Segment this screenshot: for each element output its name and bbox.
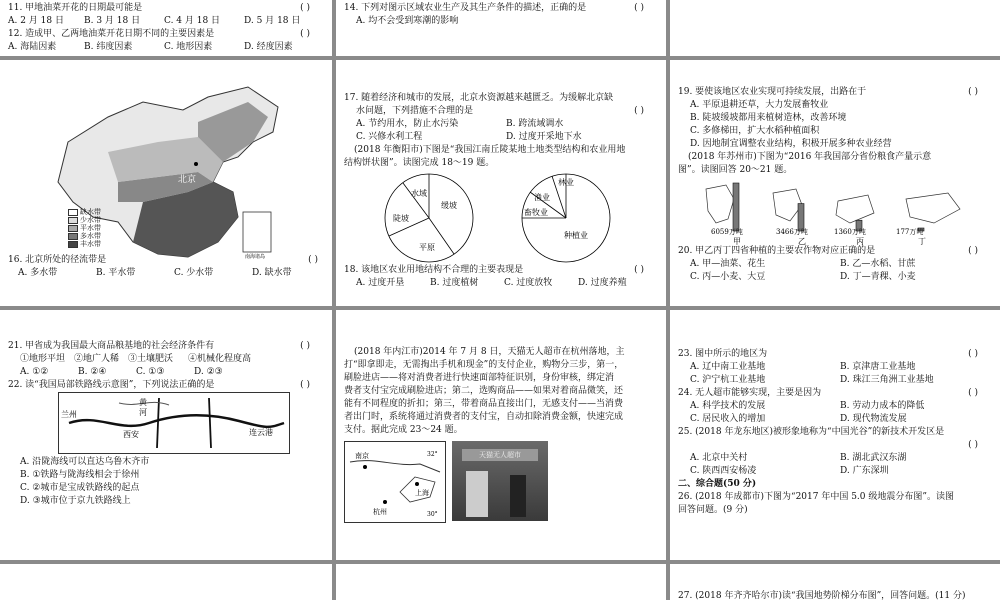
question-26-cont: 回答问题。(9 分) xyxy=(678,505,748,515)
option-a: A. 2 月 18 日 xyxy=(8,16,64,26)
option-c: C. ②城市是宝成铁路线的起点 xyxy=(20,483,140,493)
option-a: A. ①② xyxy=(20,367,49,377)
item-1: ①地形平坦 xyxy=(20,354,66,364)
grain-output-chart xyxy=(678,179,978,245)
question-24: 24. 无人超市能够实现，主要是因为 xyxy=(678,388,822,398)
option-c: C. 4 月 18 日 xyxy=(164,16,221,26)
option-b: B. 京津唐工业基地 xyxy=(840,362,916,372)
option-c: C. 陕西西安杨凌 xyxy=(690,466,757,476)
page-panel-11 xyxy=(336,564,666,600)
item-2: ②地广人稀 xyxy=(74,354,120,364)
option-a: A. 均不会受到寒潮的影响 xyxy=(356,16,459,26)
answer-paren: ( ) xyxy=(968,349,978,359)
bar-category-label: 丁 xyxy=(918,237,926,245)
option-b: B. 纬度因素 xyxy=(84,42,133,52)
intro-text: 结构饼状图”。读图完成 18～19 题。 xyxy=(344,158,495,168)
bar-value-label: 6059万吨 xyxy=(711,228,743,236)
answer-paren: ( ) xyxy=(968,440,978,450)
page-panel-9 xyxy=(670,310,1000,560)
option-a: A. 北京中关村 xyxy=(690,453,748,463)
question-22: 22. 读“我国局部铁路线示意图”，下列说法正确的是 xyxy=(8,380,215,390)
q21-items xyxy=(8,353,324,366)
answer-paren: ( ) xyxy=(300,3,310,13)
map-legend xyxy=(68,208,101,248)
intro-text: (2018 年衡阳市)下图是“我国江南丘陵某地土地类型结构和农业用地 xyxy=(354,145,626,155)
q17-options-2 xyxy=(344,131,658,144)
question-18: 18. 该地区农业用地结构不合理的主要表现是 xyxy=(344,265,524,275)
bar-category-label: 丙 xyxy=(856,237,864,245)
question-20: 20. 甲乙丙丁四省种植的主要农作物对应正确的是 xyxy=(678,246,876,256)
passage-line: 者出门时，系统将通过消费者的支付宝，自动扣除消费金额，快速完成 xyxy=(344,412,624,422)
option-a: A. 过度开垦 xyxy=(356,278,405,288)
q17-options-1 xyxy=(344,118,658,131)
legend-item: 缺水带 xyxy=(80,208,101,216)
store-photo xyxy=(452,441,548,521)
legend-item: 平水带 xyxy=(80,224,101,232)
q16-options xyxy=(8,267,332,280)
option-b: B. 乙—水稻、甘蔗 xyxy=(840,259,916,269)
bar-value-label: 1360万吨 xyxy=(834,228,866,236)
question-11: 11. 甲地油菜开花的日期最可能是 xyxy=(8,3,143,13)
answer-paren: ( ) xyxy=(308,255,318,265)
pie1-label-gentle: 缓坡 xyxy=(441,201,457,210)
bar-0 xyxy=(733,183,739,231)
q21-options xyxy=(8,366,324,379)
q23-options-2 xyxy=(678,374,992,387)
pie2-label-crops: 种植业 xyxy=(564,231,588,240)
question-14: 14. 下列对图示区域农业生产及其生产条件的描述，正确的是 xyxy=(344,3,587,13)
q20-options-2 xyxy=(678,271,992,284)
option-d: D. 因地制宜调整农业结构，积极开展多种农业经营 xyxy=(690,139,892,149)
bar-1 xyxy=(798,204,804,231)
q23-options-1 xyxy=(678,361,992,374)
option-b: B. 跨流域调水 xyxy=(506,119,564,129)
page-panel-3 xyxy=(670,0,1000,56)
option-b: B. ①铁路与陇海线相会于徐州 xyxy=(20,470,140,480)
question-23: 23. 图中所示的地区为 xyxy=(678,349,768,359)
bar-value-label: 177万吨 xyxy=(896,228,924,236)
option-b: B. ②④ xyxy=(78,367,107,377)
bar-value-label: 3466万吨 xyxy=(776,228,808,236)
option-b: B. 3 月 18 日 xyxy=(84,16,141,26)
map-label-lat32: 32° xyxy=(427,451,438,458)
passage-line: 支付。据此完成 23～24 题。 xyxy=(344,425,463,435)
answer-paren: ( ) xyxy=(300,341,310,351)
passage-line: (2018 年内江市)2014 年 7 月 8 日，天猫无人超市在杭州落地，主 xyxy=(354,347,625,357)
pie2-label-livestock: 畜牧业 xyxy=(524,208,548,217)
q25-options-2 xyxy=(678,465,992,478)
question-19: 19. 要使该地区农业实现可持续发展，出路在于 xyxy=(678,87,867,97)
option-d: D. 过度养殖 xyxy=(578,278,627,288)
question-17: 17. 随着经济和城市的发展，北京水资源越来越匮乏。为缓解北京缺 xyxy=(344,93,614,103)
intro-text: (2018 年苏州市)下图为“2016 年我国部分省份粮食产量示意 xyxy=(688,152,932,162)
option-a: A. 沿陇海线可以直达乌鲁木齐市 xyxy=(20,457,150,467)
question-16: 16. 北京所处的径流带是 xyxy=(8,255,107,265)
section-heading: 二、综合题(50 分) xyxy=(678,479,757,489)
railway-map xyxy=(58,392,290,454)
yangtze-delta-map xyxy=(344,441,446,523)
q18-options xyxy=(344,277,658,290)
page-panel-7 xyxy=(0,310,332,560)
option-b: B. 湖北武汉东湖 xyxy=(840,453,907,463)
option-c: C. 多修梯田，扩大水稻种植面积 xyxy=(690,126,820,136)
option-a: A. 海陆因素 xyxy=(8,42,57,52)
option-a: A. 甲—油菜、花生 xyxy=(690,259,766,269)
legend-item: 多水带 xyxy=(80,232,101,240)
option-a: A. 平原退耕还草，大力发展畜牧业 xyxy=(690,100,829,110)
option-d: D. 过度开采地下水 xyxy=(506,132,582,142)
option-b: B. 劳动力成本的降低 xyxy=(840,401,925,411)
map-label-lanzhou: 兰州 xyxy=(61,410,77,419)
option-b: B. 陡坡缓坡都用来植树造林，改善环境 xyxy=(690,113,847,123)
map-label-lianyungang: 连云港 xyxy=(249,428,273,437)
option-d: D. 广东深圳 xyxy=(840,466,889,476)
legend-item: 丰水带 xyxy=(80,240,101,248)
question-25: 25. (2018 年龙东地区)被形象地称为“中国光谷”的新技术开发区是 xyxy=(678,427,945,437)
map-label-hangzhou: 杭州 xyxy=(373,508,387,516)
pie1-label-plain: 平原 xyxy=(419,243,435,252)
option-d: D. 丁—青稞、小麦 xyxy=(840,272,916,282)
map-label-lat30: 30° xyxy=(427,511,438,518)
option-a: A. 多水带 xyxy=(18,268,58,278)
answer-paren: ( ) xyxy=(968,87,978,97)
map-label-river: 河 xyxy=(139,408,147,417)
option-d: D. ③城市位于京九铁路线上 xyxy=(20,496,131,506)
page-panel-10 xyxy=(0,564,332,600)
map-city-label: 北京 xyxy=(178,175,197,185)
item-4: ④机械化程度高 xyxy=(188,354,252,364)
answer-paren: ( ) xyxy=(300,29,310,39)
map-label-nanjing: 南京 xyxy=(355,452,369,460)
pie1-label-steep: 陡坡 xyxy=(393,214,409,223)
page-panel-12 xyxy=(670,564,1000,600)
passage-line: 费者支付宝完成刷脸进店；第二，选购商品——如果对着商品微笑，还 xyxy=(344,386,624,396)
q24-options-1 xyxy=(678,400,992,413)
option-c: C. ①③ xyxy=(136,367,165,377)
store-sign: 天猫无人超市 xyxy=(462,449,538,461)
option-d: D. 现代物流发展 xyxy=(840,414,907,424)
option-c: C. 少水带 xyxy=(174,268,214,278)
pie2-label-fishery: 渔业 xyxy=(534,193,550,202)
bar-category-label: 乙 xyxy=(798,237,806,245)
map-label-yellow: 黄 xyxy=(139,398,147,407)
answer-paren: ( ) xyxy=(634,106,644,116)
option-c: C. 过度放牧 xyxy=(504,278,553,288)
option-d: D. ②③ xyxy=(194,367,223,377)
page-panel-2 xyxy=(336,0,666,56)
question-27: 27. (2018 年齐齐哈尔市)读“我国地势阶梯分布图”，回答问题。(11 分) xyxy=(678,591,966,600)
q20-options-1 xyxy=(678,258,992,271)
item-3: ③土壤肥沃 xyxy=(128,354,174,364)
page-panel-5 xyxy=(336,60,666,306)
page-panel-6 xyxy=(670,60,1000,306)
option-d: D. 珠江三角洲工业基地 xyxy=(840,375,934,385)
answer-paren: ( ) xyxy=(634,3,644,13)
intro-text: 图”。读图回答 20～21 题。 xyxy=(678,165,793,175)
q25-options-1 xyxy=(678,452,992,465)
map-label-xian: 西安 xyxy=(123,430,139,439)
inset-label: 南海诸岛 xyxy=(245,254,266,260)
passage-line: 能有不同程度的折扣；第三，带着商品直接出门，无感支付——当消费 xyxy=(344,399,624,409)
option-c: C. 兴修水利工程 xyxy=(356,132,423,142)
q11-options xyxy=(8,15,324,28)
question-17-cont: 水问题，下列措施不合理的是 xyxy=(356,106,474,116)
option-c: C. 居民收入的增加 xyxy=(690,414,766,424)
q24-options-2 xyxy=(678,413,992,426)
option-c: C. 丙—小麦、大豆 xyxy=(690,272,766,282)
passage-line: 刷脸进店——将对消费者进行快速面部特征识别，身份审核，绑定消 xyxy=(344,373,615,383)
answer-paren: ( ) xyxy=(300,380,310,390)
answer-paren: ( ) xyxy=(968,388,978,398)
question-12: 12. 造成甲、乙两地油菜开花日期不同的主要因素是 xyxy=(8,29,215,39)
page-panel-8 xyxy=(336,310,666,560)
option-c: C. 地形因素 xyxy=(164,42,213,52)
bar-category-label: 甲 xyxy=(733,237,741,245)
option-a: A. 节约用水，防止水污染 xyxy=(356,119,459,129)
answer-paren: ( ) xyxy=(968,246,978,256)
pie1-label-water: 水域 xyxy=(411,189,427,198)
option-a: A. 科学技术的发展 xyxy=(690,401,766,411)
option-d: D. 缺水带 xyxy=(252,268,292,278)
question-26: 26. (2018 年成都市)下图为“2017 年中国 5.0 级地震分布图”。读图 xyxy=(678,492,954,502)
option-d: D. 经度因素 xyxy=(244,42,293,52)
passage-line: 打“即拿即走，无需掏出手机和现金”的支付企业，购物分三步，第一， xyxy=(344,360,624,370)
map-label-shanghai: 上海 xyxy=(415,489,429,497)
answer-paren: ( ) xyxy=(634,265,644,275)
pie2-label-forest: 林业 xyxy=(558,178,574,187)
option-b: B. 平水带 xyxy=(96,268,136,278)
legend-item: 少水带 xyxy=(80,216,101,224)
question-21: 21. 甲省成为我国最大商品粮基地的社会经济条件有 xyxy=(8,341,215,351)
option-b: B. 过度植树 xyxy=(430,278,479,288)
option-c: C. 沪宁杭工业基地 xyxy=(690,375,766,385)
page-panel-4 xyxy=(0,60,332,306)
option-d: D. 5 月 18 日 xyxy=(244,16,301,26)
q12-options xyxy=(8,41,324,54)
page-panel-1 xyxy=(0,0,332,56)
option-a: A. 辽中南工业基地 xyxy=(690,362,766,372)
pie-charts xyxy=(344,172,654,264)
